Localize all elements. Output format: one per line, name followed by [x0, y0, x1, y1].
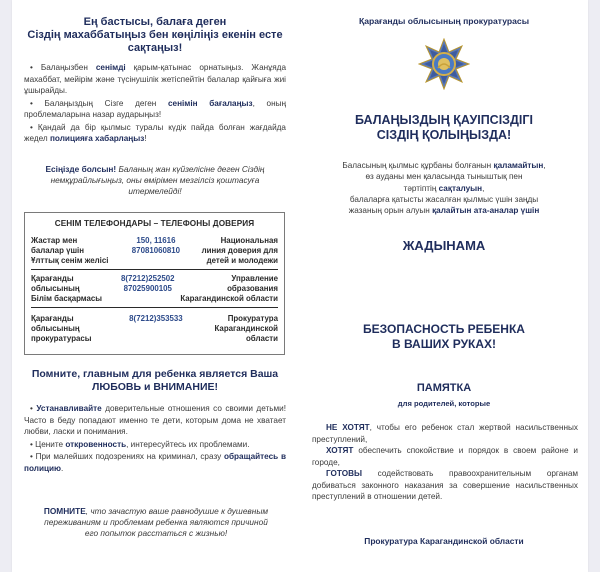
- phone-row: Қарағанды облысының прокуратурасы 8(7212)353533 Прокуратура Карагандинской области: [31, 314, 278, 343]
- ru-memo-title: ПАМЯТКА: [416, 382, 472, 394]
- ru-point: ХОТЯТ обеспечить спокойствие и порядок в своем районе и городе,: [312, 446, 578, 467]
- kz-memo-title: ЖАДЫНАМА: [402, 238, 486, 253]
- ru-reminder: ПОМНИТЕ, что зачастую ваше равнодушие к душевным переживаниям и проблемам ребенка являются причиной его попыток расстаться с жизнью!: [43, 506, 269, 538]
- trust-phones-title: СЕНІМ ТЕЛЕФОНДАРЫ – ТЕЛЕФОНЫ ДОВЕРИЯ: [54, 219, 255, 228]
- kz-bullet: • Балаңызбен сенімді қарым-қатынас орнатыңыз. Жанұяда махаббат, мейірім және түсiнушiлiк жетiспейтiн балалар қайғыға жиі ұшырайды.: [24, 63, 287, 95]
- ru-heading: Помните, главным для ребенка является Ваша ЛЮБОВЬ и ВНИМАНИЕ!: [31, 368, 279, 393]
- kz-bullet: • Қандай да бір қылмыс туралы күдік пайда болған жағдайда жедел полицияға хабарлаңыз!: [24, 122, 286, 143]
- phone-number[interactable]: 8(7212)353533: [129, 314, 183, 323]
- org-name-ru: Прокуратура Карагандинской области: [364, 536, 524, 546]
- ru-point: ГОТОВЫ содействовать правоохранительным органам добиваться законного наказания за совершение насильственных преступлений в отношении детей.: [312, 469, 578, 501]
- ru-point: НЕ ХОТЯТ, чтобы его ребенок стал жертвой насильственных преступлений,: [312, 423, 578, 444]
- kz-heading-line: Сіздің махаббатыңыз бен көңіліңіз екенін есте: [27, 29, 283, 41]
- kz-main-title: БАЛАҢЫЗДЫҢ ҚАУІПСІЗДІГІ СІЗДІҢ ҚОЛЫҢЫЗДА!: [355, 113, 533, 142]
- phone-row: Жастар мен балалар үшін Ұлттық сенім желісі 150, 11616 87081060810 Национальная линия доверия для детей и молодежи: [31, 236, 278, 265]
- ru-bullet-list: [24, 403, 286, 474]
- kz-heading: [24, 16, 286, 55]
- ru-bullet: • Устанавливайте доверительные отношения со своими детьми! Часто в беду попадают именно те дети, которым дома не хватает любви, ласки и понимания.: [24, 404, 286, 436]
- trust-phones-box: [24, 212, 285, 355]
- ru-bullet: • Цените откровенность, интересуйтесь их проблемами.: [30, 439, 250, 449]
- kz-intro: Баласының қылмыс құрбаны болғанын қаламайтын, өз ауданы мен қаласында тыныштық пен тәртіптің сақталуын, балаларға қатысты жасалған қылмыс үшін заңды жазаның орын алуын қалайтын ата-аналар үшін: [342, 161, 546, 216]
- phone-number[interactable]: 8(7212)252502 87025900105: [121, 274, 175, 293]
- ru-bullet: • При малейших подозрениях на криминал, сразу обращайтесь в полицию.: [24, 452, 286, 473]
- kz-heading-line: Ең бастысы, балаға деген: [83, 16, 227, 28]
- kz-bullet: • Балаңыздың Сізге деген сенімін бағалаңыз, оның проблемаларына назар аударыңыз!: [24, 98, 287, 119]
- ru-points: [312, 422, 578, 503]
- prosecutor-emblem-icon: [418, 38, 470, 90]
- phone-row: Қарағанды облысының Білім басқармасы 8(7212)252502 87025900105 Управление образования Карагандинской области: [31, 274, 278, 303]
- ru-main-title: БЕЗОПАСНОСТЬ РЕБЕНКА В ВАШИХ РУКАХ!: [363, 322, 525, 351]
- kz-heading-line: сақтаңыз!: [127, 42, 183, 54]
- org-name-kz: Қарағанды облысының прокуратурасы: [358, 16, 530, 26]
- kz-bullet-list: [24, 62, 286, 145]
- kz-reminder: Есіңізде болсын! Баланың жан күйзелісіне деген Сіздің немқұрайлығыңыз, оны өмірімен мезгілсіз қоштасуға итермелейді!: [45, 164, 265, 196]
- phone-number[interactable]: 150, 11616 87081060810: [131, 236, 181, 255]
- ru-memo-subtitle: для родителей, которые: [397, 399, 491, 408]
